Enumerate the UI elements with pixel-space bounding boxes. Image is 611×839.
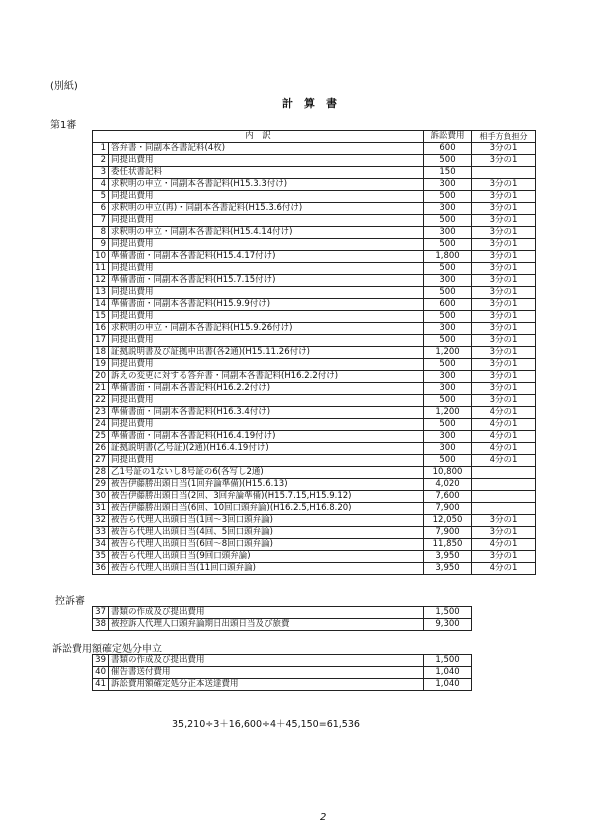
row-number: 38 xyxy=(93,619,109,631)
row-description: 書類の作成及び提出費用 xyxy=(109,655,424,667)
table-row xyxy=(93,443,536,455)
row-amount: 1,800 xyxy=(424,251,472,263)
row-number: 10 xyxy=(93,251,109,263)
table-row xyxy=(93,679,536,691)
row-amount: 500 xyxy=(424,335,472,347)
row-ratio: 3分の1 xyxy=(472,311,536,323)
row-number: 37 xyxy=(93,607,109,619)
row-amount: 300 xyxy=(424,203,472,215)
row-amount: 500 xyxy=(424,215,472,227)
row-ratio: 3分の1 xyxy=(472,155,536,167)
row-ratio: 4分の1 xyxy=(472,455,536,467)
row-amount: 300 xyxy=(424,275,472,287)
row-number: 27 xyxy=(93,455,109,467)
row-ratio: 3分の1 xyxy=(472,551,536,563)
table-row xyxy=(93,503,536,515)
row-amount: 1,040 xyxy=(424,679,472,691)
row-amount: 500 xyxy=(424,395,472,407)
row-description: 求釈明の申立・同副本各書記料(H15.4.14付け) xyxy=(109,227,424,239)
row-amount: 500 xyxy=(424,455,472,467)
row-description: 同提出費用 xyxy=(109,359,424,371)
row-amount: 9,300 xyxy=(424,619,472,631)
row-amount: 1,200 xyxy=(424,407,472,419)
table-row xyxy=(93,419,536,431)
row-description: 求釈明の申立・同副本各書記料(H15.9.26付け) xyxy=(109,323,424,335)
row-description: 同提出費用 xyxy=(109,311,424,323)
table-row xyxy=(93,467,536,479)
row-ratio: 4分の1 xyxy=(472,539,536,551)
table-row xyxy=(93,263,536,275)
row-number: 21 xyxy=(93,383,109,395)
row-ratio: 3分の1 xyxy=(472,191,536,203)
row-number: 11 xyxy=(93,263,109,275)
table-row xyxy=(93,655,536,667)
row-number: 29 xyxy=(93,479,109,491)
row-ratio: 3分の1 xyxy=(472,395,536,407)
table-row xyxy=(93,143,536,155)
row-ratio xyxy=(472,167,536,179)
row-ratio: 3分の1 xyxy=(472,515,536,527)
row-amount: 500 xyxy=(424,287,472,299)
row-description: 乙1号証の1ないし8号証の6(各写し2通) xyxy=(109,467,424,479)
row-number: 24 xyxy=(93,419,109,431)
row-amount: 300 xyxy=(424,371,472,383)
table-row xyxy=(93,275,536,287)
row-number: 31 xyxy=(93,503,109,515)
row-ratio: 4分の1 xyxy=(472,443,536,455)
row-number: 25 xyxy=(93,431,109,443)
row-amount: 1,040 xyxy=(424,667,472,679)
page-title: 計 算 書 xyxy=(282,97,337,110)
row-description: 被告伊藤勝出頭日当(1回弁論準備)(H15.6.13) xyxy=(109,479,424,491)
table-row xyxy=(93,479,536,491)
row-description: 被告ら代理人出頭日当(6回～8回口頭弁論) xyxy=(109,539,424,551)
row-description: 被告ら代理人出頭日当(9回口頭弁論) xyxy=(109,551,424,563)
row-ratio xyxy=(472,503,536,515)
row-description: 同提出費用 xyxy=(109,335,424,347)
row-number: 16 xyxy=(93,323,109,335)
row-amount: 600 xyxy=(424,299,472,311)
row-ratio: 3分の1 xyxy=(472,347,536,359)
row-ratio-empty xyxy=(472,619,536,631)
row-number: 13 xyxy=(93,287,109,299)
table-row xyxy=(93,527,536,539)
row-ratio: 3分の1 xyxy=(472,527,536,539)
row-amount: 300 xyxy=(424,431,472,443)
row-ratio: 3分の1 xyxy=(472,143,536,155)
row-ratio: 3分の1 xyxy=(472,263,536,275)
row-description: 同提出費用 xyxy=(109,455,424,467)
section2-label: 控訴審 xyxy=(55,596,85,607)
row-number: 1 xyxy=(93,143,109,155)
section2-table xyxy=(92,606,536,631)
row-ratio: 3分の1 xyxy=(472,371,536,383)
section1-table xyxy=(92,130,536,575)
row-description: 準備書面・同副本各書記料(H15.9.9付け) xyxy=(109,299,424,311)
row-description: 書類の作成及び提出費用 xyxy=(109,607,424,619)
row-amount: 500 xyxy=(424,191,472,203)
table-row xyxy=(93,407,536,419)
table-row xyxy=(93,335,536,347)
row-amount: 12,050 xyxy=(424,515,472,527)
row-number: 6 xyxy=(93,203,109,215)
row-description: 同提出費用 xyxy=(109,395,424,407)
row-amount: 300 xyxy=(424,443,472,455)
row-ratio: 3分の1 xyxy=(472,179,536,191)
row-number: 32 xyxy=(93,515,109,527)
table-row xyxy=(93,359,536,371)
row-ratio-empty xyxy=(472,607,536,619)
row-number: 5 xyxy=(93,191,109,203)
row-ratio: 3分の1 xyxy=(472,287,536,299)
row-amount: 500 xyxy=(424,359,472,371)
row-number: 4 xyxy=(93,179,109,191)
row-number: 36 xyxy=(93,563,109,575)
section3-table xyxy=(92,654,536,691)
row-ratio: 3分の1 xyxy=(472,227,536,239)
row-amount: 11,850 xyxy=(424,539,472,551)
row-amount: 300 xyxy=(424,227,472,239)
section3-label: 訴訟費用額確定処分申立 xyxy=(52,644,162,655)
row-description: 被告ら代理人出頭日当(11回口頭弁論) xyxy=(109,563,424,575)
row-amount: 3,950 xyxy=(424,551,472,563)
row-description: 準備書面・同副本各書記料(H15.4.17付け) xyxy=(109,251,424,263)
row-number: 8 xyxy=(93,227,109,239)
row-description: 被告ら代理人出頭日当(4回、5回口頭弁論) xyxy=(109,527,424,539)
row-description: 同提出費用 xyxy=(109,239,424,251)
row-description: 催告書送付費用 xyxy=(109,667,424,679)
row-ratio xyxy=(472,479,536,491)
row-ratio-empty xyxy=(472,667,536,679)
row-number: 26 xyxy=(93,443,109,455)
row-number: 3 xyxy=(93,167,109,179)
row-description: 求釈明の申立(再)・同副本各書記料(H15.3.6付け) xyxy=(109,203,424,215)
row-amount: 600 xyxy=(424,143,472,155)
row-ratio: 3分の1 xyxy=(472,239,536,251)
header-cost: 訴訟費用 xyxy=(424,131,472,143)
row-number: 41 xyxy=(93,679,109,691)
table-row xyxy=(93,607,536,619)
row-amount: 7,600 xyxy=(424,491,472,503)
row-description: 答弁書・同副本各書記料(4枚) xyxy=(109,143,424,155)
table-row xyxy=(93,227,536,239)
row-amount: 7,900 xyxy=(424,527,472,539)
row-ratio xyxy=(472,467,536,479)
row-number: 33 xyxy=(93,527,109,539)
row-number: 19 xyxy=(93,359,109,371)
table-row xyxy=(93,239,536,251)
row-amount: 500 xyxy=(424,239,472,251)
table-row xyxy=(93,539,536,551)
row-ratio: 3分の1 xyxy=(472,383,536,395)
table-row xyxy=(93,455,536,467)
section1-label: 第1審 xyxy=(50,120,77,131)
row-ratio: 3分の1 xyxy=(472,299,536,311)
table-row xyxy=(93,515,536,527)
row-description: 同提出費用 xyxy=(109,263,424,275)
table-row xyxy=(93,179,536,191)
row-description: 同提出費用 xyxy=(109,155,424,167)
row-description: 被告伊藤勝出頭日当(2回、3回弁論準備)(H15.7.15,H15.9.12) xyxy=(109,491,424,503)
row-number: 15 xyxy=(93,311,109,323)
row-number: 9 xyxy=(93,239,109,251)
table-row xyxy=(93,563,536,575)
row-number: 23 xyxy=(93,407,109,419)
row-description: 証拠説明書及び証拠申出書(各2通)(H15.11.26付け) xyxy=(109,347,424,359)
row-ratio: 3分の1 xyxy=(472,359,536,371)
row-description: 準備書面・同副本各書記料(H16.4.19付け) xyxy=(109,431,424,443)
row-amount: 300 xyxy=(424,179,472,191)
row-description: 同提出費用 xyxy=(109,215,424,227)
row-number: 30 xyxy=(93,491,109,503)
table-row xyxy=(93,491,536,503)
row-ratio xyxy=(472,491,536,503)
table-row xyxy=(93,371,536,383)
row-description: 被告伊藤勝出頭日当(6回、10回口頭弁論)(H16.2.5,H16.8.20) xyxy=(109,503,424,515)
table-row xyxy=(93,251,536,263)
row-ratio-empty xyxy=(472,679,536,691)
row-description: 訴訟費用額確定処分正本送達費用 xyxy=(109,679,424,691)
row-ratio: 4分の1 xyxy=(472,563,536,575)
row-number: 7 xyxy=(93,215,109,227)
row-amount: 300 xyxy=(424,383,472,395)
row-description: 被告ら代理人出頭日当(1回～3回口頭弁論) xyxy=(109,515,424,527)
table-header-row xyxy=(93,131,536,143)
row-ratio: 3分の1 xyxy=(472,215,536,227)
table-row xyxy=(93,287,536,299)
row-amount: 10,800 xyxy=(424,467,472,479)
row-description: 被控訴人代理人口頭弁論期日出頭日当及び旅費 xyxy=(109,619,424,631)
row-description: 同提出費用 xyxy=(109,419,424,431)
table-row xyxy=(93,395,536,407)
row-ratio: 3分の1 xyxy=(472,251,536,263)
row-number: 28 xyxy=(93,467,109,479)
row-number: 14 xyxy=(93,299,109,311)
row-description: 訴えの変更に対する答弁書・同副本各書記料(H16.2.2付け) xyxy=(109,371,424,383)
row-amount: 500 xyxy=(424,311,472,323)
row-number: 22 xyxy=(93,395,109,407)
row-ratio-empty xyxy=(472,655,536,667)
table-row xyxy=(93,299,536,311)
table-row xyxy=(93,155,536,167)
row-description: 委任状書記料 xyxy=(109,167,424,179)
row-ratio: 4分の1 xyxy=(472,407,536,419)
row-amount: 1,500 xyxy=(424,655,472,667)
row-amount: 500 xyxy=(424,419,472,431)
row-description: 求釈明の申立・同副本各書記料(H15.3.3付け) xyxy=(109,179,424,191)
row-amount: 7,900 xyxy=(424,503,472,515)
row-number: 20 xyxy=(93,371,109,383)
header-ratio: 相手方負担分 xyxy=(472,131,536,143)
table-row xyxy=(93,551,536,563)
page-number: 2 xyxy=(320,812,327,823)
row-number: 40 xyxy=(93,667,109,679)
row-number: 17 xyxy=(93,335,109,347)
row-amount: 3,950 xyxy=(424,563,472,575)
row-amount: 1,500 xyxy=(424,607,472,619)
row-amount: 300 xyxy=(424,323,472,335)
row-description: 同提出費用 xyxy=(109,287,424,299)
row-number: 35 xyxy=(93,551,109,563)
row-ratio: 3分の1 xyxy=(472,203,536,215)
table-row xyxy=(93,167,536,179)
row-ratio: 4分の1 xyxy=(472,431,536,443)
row-number: 12 xyxy=(93,275,109,287)
row-amount: 1,200 xyxy=(424,347,472,359)
row-amount: 4,020 xyxy=(424,479,472,491)
row-description: 準備書面・同副本各書記料(H16.3.4付け) xyxy=(109,407,424,419)
row-ratio: 4分の1 xyxy=(472,419,536,431)
row-description: 準備書面・同副本各書記料(H15.7.15付け) xyxy=(109,275,424,287)
row-number: 34 xyxy=(93,539,109,551)
row-number: 2 xyxy=(93,155,109,167)
table-row xyxy=(93,215,536,227)
table-row xyxy=(93,383,536,395)
table-row xyxy=(93,323,536,335)
header-item: 内 訳 xyxy=(93,131,424,143)
table-row xyxy=(93,619,536,631)
row-amount: 150 xyxy=(424,167,472,179)
row-amount: 500 xyxy=(424,263,472,275)
row-number: 39 xyxy=(93,655,109,667)
calculation-formula: 35,210÷3＋16,600÷4＋45,150=61,536 xyxy=(172,719,360,730)
table-row xyxy=(93,347,536,359)
row-ratio: 3分の1 xyxy=(472,335,536,347)
table-row xyxy=(93,667,536,679)
row-ratio: 3分の1 xyxy=(472,323,536,335)
row-description: 証拠説明書(乙号証)(2通)(H16.4.19付け) xyxy=(109,443,424,455)
table-row xyxy=(93,191,536,203)
row-description: 準備書面・同副本各書記料(H16.2.2付け) xyxy=(109,383,424,395)
row-ratio: 3分の1 xyxy=(472,275,536,287)
row-amount: 500 xyxy=(424,155,472,167)
row-number: 18 xyxy=(93,347,109,359)
annex-label: (別紙) xyxy=(50,81,78,92)
table-row xyxy=(93,311,536,323)
table-row xyxy=(93,431,536,443)
table-row xyxy=(93,203,536,215)
row-description: 同提出費用 xyxy=(109,191,424,203)
